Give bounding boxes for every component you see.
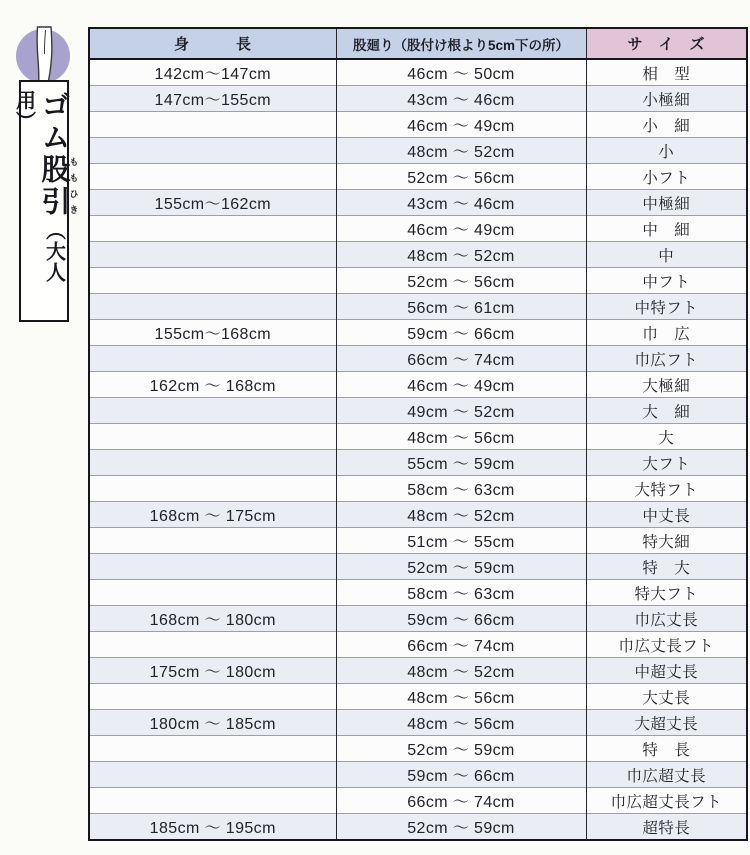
table-row: [89, 138, 747, 164]
cell-girth: 52cm ～ 59cm: [336, 814, 586, 841]
cell-girth: 46cm ～ 49cm: [336, 372, 586, 398]
cell-girth: 48cm ～ 52cm: [336, 138, 586, 164]
cell-girth: 48cm ～ 52cm: [336, 502, 586, 528]
cell-size: 小: [586, 138, 747, 164]
cell-height: [89, 424, 336, 450]
cell-girth: 59cm ～ 66cm: [336, 606, 586, 632]
cell-size: 巾広丈長: [586, 606, 747, 632]
table-row: [89, 476, 747, 502]
cell-girth: 52cm ～ 56cm: [336, 164, 586, 190]
cell-girth: 48cm ～ 56cm: [336, 684, 586, 710]
cell-girth: 46cm ～ 50cm: [336, 59, 586, 86]
table-row: [89, 190, 747, 216]
cell-size: 大フト: [586, 450, 747, 476]
table-row: [89, 658, 747, 684]
cell-girth: 55cm ～ 59cm: [336, 450, 586, 476]
cell-size: 巾広超丈長: [586, 762, 747, 788]
cell-girth: 66cm ～ 74cm: [336, 632, 586, 658]
table-row: [89, 606, 747, 632]
cell-height: [89, 528, 336, 554]
cell-girth: 66cm ～ 74cm: [336, 788, 586, 814]
header-size: サ イ ズ: [586, 28, 747, 59]
cell-height: 168cm ～ 180cm: [89, 606, 336, 632]
table-row: [89, 216, 747, 242]
table-row: [89, 320, 747, 346]
size-chart: [88, 27, 746, 838]
table-row: [89, 346, 747, 372]
table-row: [89, 268, 747, 294]
table-row: [89, 294, 747, 320]
cell-size: 大: [586, 424, 747, 450]
cell-girth: 52cm ～ 59cm: [336, 554, 586, 580]
cell-height: [89, 138, 336, 164]
cell-height: [89, 476, 336, 502]
cell-height: 180cm ～ 185cm: [89, 710, 336, 736]
cell-height: 175cm ～ 180cm: [89, 658, 336, 684]
cell-height: [89, 164, 336, 190]
size-table-body: [89, 59, 747, 840]
cell-height: [89, 762, 336, 788]
table-row: [89, 424, 747, 450]
cell-height: [89, 112, 336, 138]
cell-size: 中丈長: [586, 502, 747, 528]
table-row: [89, 398, 747, 424]
cell-height: [89, 346, 336, 372]
table-row: [89, 580, 747, 606]
cell-girth: 48cm ～ 52cm: [336, 242, 586, 268]
table-row: [89, 164, 747, 190]
table-row: [89, 86, 747, 112]
cell-height: [89, 554, 336, 580]
cell-girth: 48cm ～ 52cm: [336, 658, 586, 684]
cell-size: 巾広超丈長フト: [586, 788, 747, 814]
cell-girth: 48cm ～ 56cm: [336, 424, 586, 450]
cell-size: 特 大: [586, 554, 747, 580]
product-title: [10, 90, 79, 312]
cell-girth: 49cm ～ 52cm: [336, 398, 586, 424]
cell-girth: 43cm ～ 46cm: [336, 86, 586, 112]
table-row: [89, 762, 747, 788]
title-prefix: ゴム: [37, 90, 70, 154]
table-row: [89, 684, 747, 710]
cell-size: 中極細: [586, 190, 747, 216]
size-table-header: [89, 28, 747, 59]
cell-size: 巾広フト: [586, 346, 747, 372]
table-row: [89, 710, 747, 736]
table-row: [89, 502, 747, 528]
cell-height: 147cm～155cm: [89, 86, 336, 112]
cell-height: [89, 398, 336, 424]
cell-height: 185cm ～ 195cm: [89, 814, 336, 841]
cell-size: 特 長: [586, 736, 747, 762]
cell-height: 155cm～168cm: [89, 320, 336, 346]
cell-girth: 46cm ～ 49cm: [336, 112, 586, 138]
table-row: [89, 112, 747, 138]
cell-size: 中超丈長: [586, 658, 747, 684]
cell-height: [89, 268, 336, 294]
cell-size: 巾 広: [586, 320, 747, 346]
cell-size: 大特フト: [586, 476, 747, 502]
cell-height: [89, 580, 336, 606]
cell-girth: 43cm ～ 46cm: [336, 190, 586, 216]
cell-height: [89, 242, 336, 268]
cell-height: 168cm ～ 175cm: [89, 502, 336, 528]
cell-size: 大 細: [586, 398, 747, 424]
cell-girth: 58cm ～ 63cm: [336, 580, 586, 606]
cell-girth: 52cm ～ 56cm: [336, 268, 586, 294]
cell-size: 小フト: [586, 164, 747, 190]
title-ruby-text: ももひき: [68, 154, 79, 218]
cell-height: 155cm～162cm: [89, 190, 336, 216]
cell-size: 大超丈長: [586, 710, 747, 736]
title-suffix: （大人用）: [12, 90, 65, 283]
cell-girth: 56cm ～ 61cm: [336, 294, 586, 320]
product-title-box: [12, 80, 79, 322]
cell-girth: 51cm ～ 55cm: [336, 528, 586, 554]
cell-size: 特大細: [586, 528, 747, 554]
table-row: [89, 736, 747, 762]
table-row: [89, 372, 747, 398]
cell-girth: 59cm ～ 66cm: [336, 320, 586, 346]
table-row: [89, 814, 747, 841]
cell-size: 中 細: [586, 216, 747, 242]
table-row: [89, 554, 747, 580]
cell-height: 162cm ～ 168cm: [89, 372, 336, 398]
cell-height: [89, 216, 336, 242]
cell-size: 相 型: [586, 59, 747, 86]
table-row: [89, 632, 747, 658]
cell-girth: 46cm ～ 49cm: [336, 216, 586, 242]
cell-height: [89, 788, 336, 814]
cell-girth: 58cm ～ 63cm: [336, 476, 586, 502]
table-row: [89, 242, 747, 268]
title-ruby-base: 股引: [37, 154, 70, 218]
cell-height: [89, 684, 336, 710]
cell-size: 小 細: [586, 112, 747, 138]
cell-girth: 48cm ～ 56cm: [336, 710, 586, 736]
cell-size: 小極細: [586, 86, 747, 112]
cell-height: 142cm～147cm: [89, 59, 336, 86]
cell-size: 中特フト: [586, 294, 747, 320]
cell-size: 大極細: [586, 372, 747, 398]
title-ruby: [37, 154, 79, 218]
cell-size: 中フト: [586, 268, 747, 294]
product-title-text: [37, 90, 79, 218]
cell-size: 中: [586, 242, 747, 268]
cell-height: [89, 736, 336, 762]
size-table: [88, 27, 748, 841]
header-row: [89, 28, 747, 59]
cell-size: 特大フト: [586, 580, 747, 606]
table-row: [89, 528, 747, 554]
header-girth: 股廻り（股付け根より5cm下の所）: [336, 28, 586, 59]
cell-height: [89, 294, 336, 320]
header-height: 身 長: [89, 28, 336, 59]
cell-girth: 52cm ～ 59cm: [336, 736, 586, 762]
cell-height: [89, 632, 336, 658]
table-row: [89, 788, 747, 814]
table-row: [89, 450, 747, 476]
cell-girth: 66cm ～ 74cm: [336, 346, 586, 372]
table-row: [89, 59, 747, 86]
cell-height: [89, 450, 336, 476]
cell-size: 超特長: [586, 814, 747, 841]
cell-girth: 59cm ～ 66cm: [336, 762, 586, 788]
pants-icon: [11, 22, 75, 88]
cell-size: 巾広丈長フト: [586, 632, 747, 658]
cell-size: 大丈長: [586, 684, 747, 710]
